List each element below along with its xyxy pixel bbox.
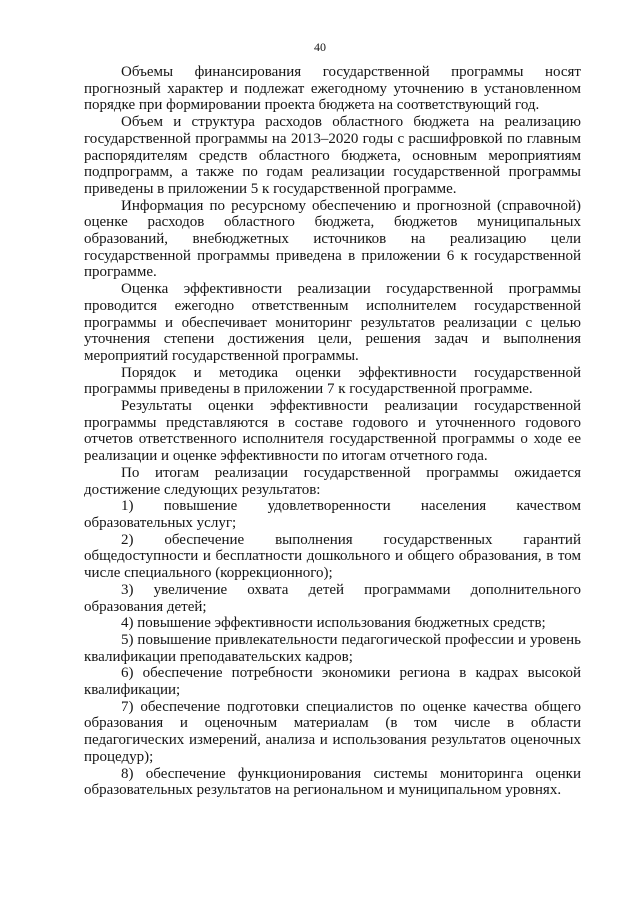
list-item-result-8: 8) обеспечение функционирования системы мониторинга оценки образовательных результатов на региональном и муниципальном уровнях.: [84, 765, 581, 799]
paragraph-financing-volumes: Объемы финансирования государственной программы носят прогнозный характер и подлежат ежегодному уточнению в установленном порядке при формировании проекта бюджета на соответствующий год.: [84, 64, 581, 114]
list-item-result-2: 2) обеспечение выполнения государственных гарантий общедоступности и бесплатности дошкольного и общего образования, в том числе специального (коррекционного);: [84, 531, 581, 582]
list-item-result-7: 7) обеспечение подготовки специалистов по оценке качества общего образования и оценочным материалам (в том числе в области педагогических измерений, анализа и использования результатов оценочных процедур);: [84, 698, 581, 765]
paragraph-evaluation-methodology: Порядок и методика оценки эффективности государственной программы приведены в приложении 7 к государственной программе.: [84, 364, 581, 398]
paragraph-expected-results-intro: По итогам реализации государственной программы ожидается достижение следующих результатов:: [84, 464, 581, 498]
paragraph-evaluation-results: Результаты оценки эффективности реализации государственной программы представляются в составе годового и уточненного годового отчетов ответственного исполнителя государственной программы о ходе ее реализации и оценке эффективности по итогам отчетного года.: [84, 398, 581, 465]
list-item-result-5: 5) повышение привлекательности педагогической профессии и уровень квалификации преподавательских кадров;: [84, 631, 581, 665]
list-item-result-6: 6) обеспечение потребности экономики региона в кадрах высокой квалификации;: [84, 665, 581, 699]
list-item-result-4: 4) повышение эффективности использования бюджетных средств;: [121, 615, 546, 632]
paragraph-resource-information: Информация по ресурсному обеспечению и прогнозной (справочной) оценке расходов областного бюджета, бюджетов муниципальных образований, внебюджетных источников на реализацию цели государственной программы приведена в приложении 6 к государственной программе.: [84, 197, 581, 281]
list-item-result-3: 3) увеличение охвата детей программами дополнительного образования детей;: [84, 581, 581, 615]
document-body: [84, 64, 581, 799]
paragraph-efficiency-evaluation: Оценка эффективности реализации государственной программы проводится ежегодно ответственным исполнителем государственной программы и обеспечивает мониторинг результатов реализации с целью уточнения степени достижения цели, решения задач и выполнения мероприятий государственной программы.: [84, 281, 581, 364]
list-item-result-1: 1) повышение удовлетворенности населения качеством образовательных услуг;: [84, 498, 581, 531]
page-number: 40: [314, 40, 326, 54]
paragraph-expenditure-structure: Объем и структура расходов областного бюджета на реализацию государственной программы на 2013–2020 годы с расшифровкой по главным распорядителям средств областного бюджета, основным мероприятиям подпрограмм, а также по годам реализации государственной программы приведены в приложении 5 к государственной программе.: [84, 114, 581, 197]
